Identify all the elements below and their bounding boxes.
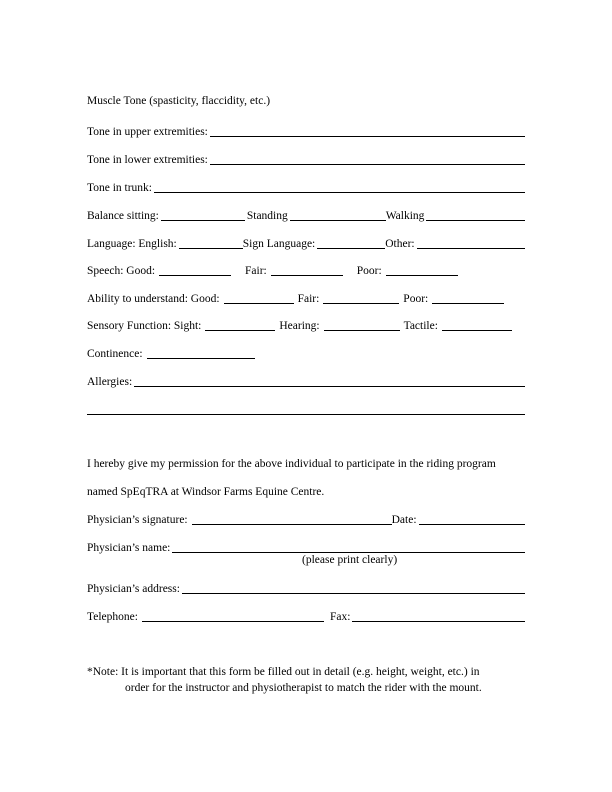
section-title: Muscle Tone (spasticity, flaccidity, etc.) [87, 95, 271, 107]
speech-poor-label: Poor: [356, 265, 382, 277]
tone-upper-label: Tone in upper extremities: [87, 126, 208, 138]
note-line-2: order for the instructor and physiotherapist to match the rider with the mount. [125, 682, 482, 694]
physician-name-label: Physician’s name: [87, 542, 171, 554]
tone-upper-field[interactable] [210, 125, 525, 137]
understand-poor-label: Poor: [403, 293, 429, 305]
permission-line-2: named SpEqTRA at Windsor Farms Equine Centre. [87, 486, 325, 498]
language-row [87, 235, 525, 251]
standing-label: Standing [246, 210, 288, 222]
tactile-label: Tactile: [403, 320, 438, 332]
other-field[interactable] [417, 237, 525, 249]
hearing-label: Hearing: [279, 320, 320, 332]
tone-trunk-row [87, 179, 525, 195]
physician-address-label: Physician’s address: [87, 583, 180, 595]
language-english-field[interactable] [179, 237, 243, 249]
tactile-field[interactable] [442, 319, 512, 331]
balance-row [87, 207, 525, 223]
physician-name-row [87, 539, 525, 555]
allergies-row [87, 373, 525, 389]
tone-trunk-field[interactable] [154, 181, 525, 193]
allergies-extra-line[interactable] [87, 414, 525, 415]
speech-poor-field[interactable] [386, 264, 458, 276]
physician-address-row [87, 580, 525, 596]
physician-signature-row [87, 511, 525, 527]
continence-row [87, 345, 525, 361]
speech-fair-label: Fair: [245, 265, 267, 277]
date-field[interactable] [419, 513, 525, 525]
tone-lower-label: Tone in lower extremities: [87, 154, 208, 166]
walking-field[interactable] [426, 209, 525, 221]
allergies-label: Allergies: [87, 376, 133, 388]
sensory-sight-label: Sensory Function: Sight: [87, 320, 202, 332]
telephone-row [87, 608, 525, 624]
speech-fair-field[interactable] [271, 264, 343, 276]
understand-good-field[interactable] [224, 292, 294, 304]
note-line-1: *Note: It is important that this form be filled out in detail (e.g. height, weight, etc.) in [87, 666, 480, 678]
sensory-row [87, 317, 525, 333]
sign-language-field[interactable] [317, 237, 385, 249]
understand-fair-label: Fair: [297, 293, 320, 305]
tone-upper-row [87, 123, 525, 139]
allergies-field[interactable] [134, 375, 525, 387]
fax-label: Fax: [329, 611, 351, 623]
physician-address-field[interactable] [182, 582, 525, 594]
understand-fair-field[interactable] [323, 292, 399, 304]
balance-sitting-field[interactable] [161, 209, 245, 221]
physician-signature-label: Physician’s signature: [87, 514, 188, 526]
print-clearly-hint: (please print clearly) [302, 554, 398, 566]
tone-trunk-label: Tone in trunk: [87, 182, 152, 194]
other-label: Other: [385, 238, 415, 250]
permission-line-1: I hereby give my permission for the above individual to participate in the riding program [87, 458, 496, 470]
speech-row [87, 262, 525, 278]
walking-label: Walking [385, 210, 425, 222]
tone-lower-field[interactable] [210, 153, 525, 165]
understand-good-label: Ability to understand: Good: [87, 293, 220, 305]
understand-poor-field[interactable] [432, 292, 504, 304]
speech-good-field[interactable] [159, 264, 231, 276]
continence-field[interactable] [147, 347, 255, 359]
hearing-field[interactable] [324, 319, 400, 331]
telephone-field[interactable] [142, 610, 324, 622]
physician-name-field[interactable] [172, 541, 525, 553]
balance-sitting-label: Balance sitting: [87, 210, 159, 222]
tone-lower-row [87, 151, 525, 167]
standing-field[interactable] [290, 209, 386, 221]
understand-row [87, 290, 525, 306]
continence-label: Continence: [87, 348, 143, 360]
telephone-label: Telephone: [87, 611, 138, 623]
speech-good-label: Speech: Good: [87, 265, 156, 277]
form-note [87, 664, 482, 696]
sensory-sight-field[interactable] [205, 319, 275, 331]
language-english-label: Language: English: [87, 238, 177, 250]
physician-signature-field[interactable] [192, 513, 392, 525]
sign-language-label: Sign Language: [242, 238, 316, 250]
date-label: Date: [391, 514, 417, 526]
fax-field[interactable] [352, 610, 525, 622]
